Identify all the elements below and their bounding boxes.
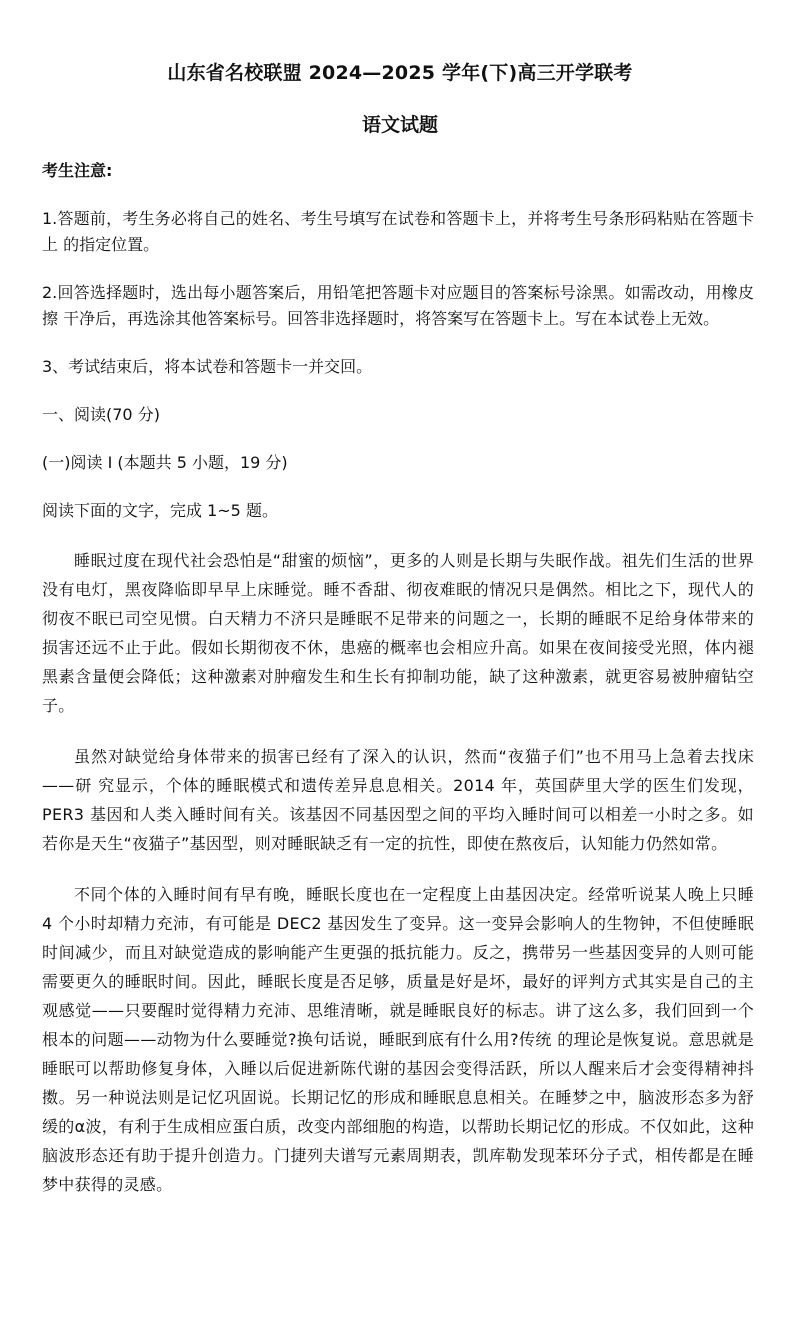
exam-title: 山东省名校联盟 2024—2025 学年(下)高三开学联考 xyxy=(167,62,633,84)
reading-instruction: 阅读下面的文字，完成 1~5 题。 xyxy=(42,501,278,520)
passage-paragraph-2: 虽然对缺觉给身体带来的损害已经有了深入的认识，然而“夜猫子们”也不用马上急着去找床——研 究显示，个体的睡眠模式和遗传差异息息相关。2014 年，英国萨里大学的医生们发现，PER3 基因和人类入睡时间有关。该基因不同基因型之间的平均入睡时间可以相差一小时之多。如若你是天生“夜猫子”基因型，则对睡眠缺乏有一定的抗性，即使在熬夜后，认知能力仍然如常。 xyxy=(42,747,754,853)
notice-item-3: 3、考试结束后，将本试卷和答题卡一并交回。 xyxy=(42,357,373,376)
subject-title: 语文试题 xyxy=(361,114,438,136)
section-heading: 一、阅读(70 分) xyxy=(42,405,160,424)
passage-paragraph-1: 睡眠过度在现代社会恐怕是“甜蜜的烦恼”，更多的人则是长期与失眠作战。祖先们生活的世界没有电灯，黑夜降临即早早上床睡觉。睡不香甜、彻夜难眠的情况只是偶然。相比之下，现代人的彻夜不眠已司空见惯。白天精力不济只是睡眠不足带来的问题之一，长期的睡眠不足给身体带来的损害还远不止于此。假如长期彻夜不休，患癌的概率也会相应升高。如果在夜间接受光照，体内褪黑素含量便会降低；这种激素对肿瘤发生和生长有抑制功能，缺了这种激素，就更容易被肿瘤钻空子。 xyxy=(42,551,754,715)
notice-heading: 考生注意: xyxy=(42,161,113,180)
section-subheading: (一)阅读 I (本题共 5 小题，19 分) xyxy=(42,453,288,472)
notice-item-2: 2.回答选择题时，选出每小题答案后，用铅笔把答题卡对应题目的答案标号涂黑。如需改动，用橡皮擦 干净后，再选涂其他答案标号。回答非选择题时，将答案写在答题卡上。写在本试卷上无效。 xyxy=(42,283,754,328)
exam-content xyxy=(42,158,754,1221)
passage-paragraph-3: 不同个体的入睡时间有早有晚，睡眠长度也在一定程度上由基因决定。经常听说某人晚上只睡 4 个小时却精力充沛，有可能是 DEC2 基因发生了变异。这一变异会影响人的生物钟，不但使睡眠时间减少，而且对缺觉造成的影响能产生更强的抵抗能力。反之，携带另一些基因变异的人则可能需要更久的睡眠时间。因此，睡眠长度是否足够，质量是好是坏，最好的评判方式其实是自己的主观感觉——只要醒时觉得精力充沛、思维清晰，就是睡眠良好的标志。讲了这么多，我们回到一个根本的问题——动物为什么要睡觉?换句话说，睡眠到底有什么用?传统 的理论是恢复说。意思就是睡眠可以帮助修复身体，入睡以后促进新陈代谢的基因会变得活跃，所以人醒来后才会变得精神抖擞。另一种说法则是记忆巩固说。长期记忆的形成和睡眠息息相关。在睡梦之中，脑波形态多为舒缓的α波，有利于生成相应蛋白质，改变内部细胞的构造，以帮助长期记忆的形成。不仅如此，这种脑波形态还有助于提升创造力。门捷列夫谱写元素周期表，凯库勒发现苯环分子式，相传都是在睡 梦中获得的灵感。 xyxy=(42,885,754,1194)
notice-item-1: 1.答题前，考生务必将自己的姓名、考生号填写在试卷和答题卡上，并将考生号条形码粘贴在答题卡上 的指定位置。 xyxy=(42,209,754,254)
